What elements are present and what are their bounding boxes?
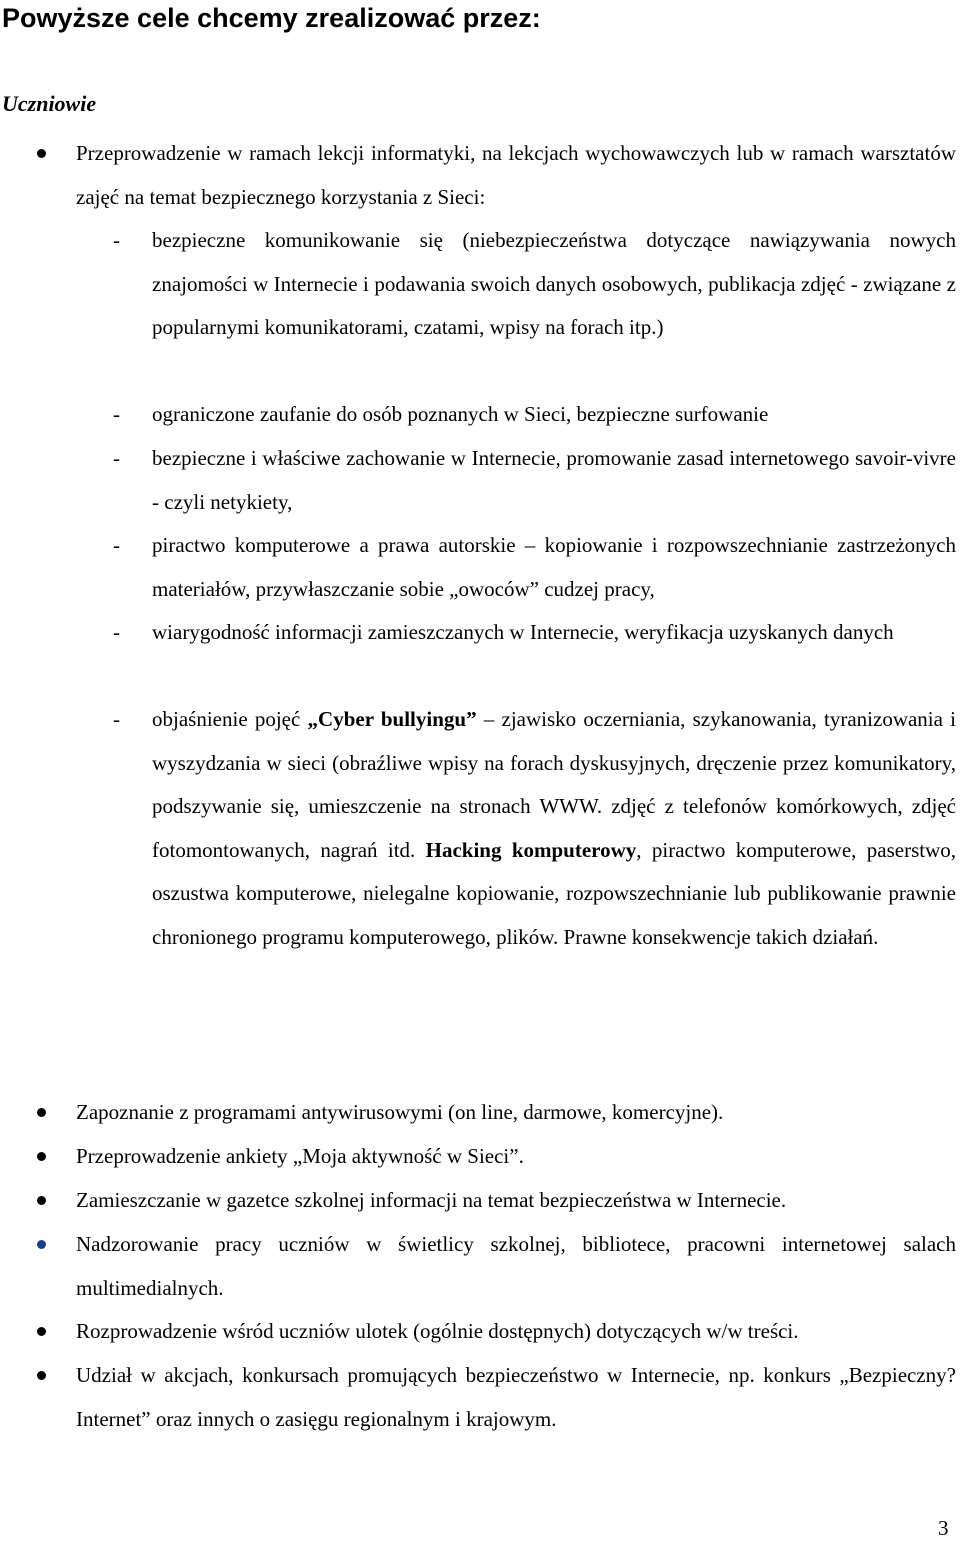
page-heading: Powyższe cele chcemy zrealizować przez:	[2, 3, 541, 33]
list-item-7: Udział w akcjach, konkursach promujących bezpieczeństwo w Internecie, np. konkurs „Bezpieczny?Internet” oraz innych o zasięgu regionalnym i krajowym.	[76, 1363, 956, 1431]
subitem-1: bezpieczne komunikowanie się (niebezpieczeństwa dotyczące nawiązywania nowych znajomości w Internecie i podawania swoich danych osobowych, publikacja zdjęć - związane z popularnymi komunikatorami, czatami, wpisy na forach itp.)	[152, 228, 956, 340]
dash-marker: -	[113, 228, 120, 252]
subitem-6-text-c: – zjawisko oczerniania, szykanowania, tyranizowania i wyszydzania w sieci (obraźliwe wpisy na forach dyskusyjnych, dręczenie przez komunikatory, podszywanie się, umieszczenie na stronach WWW. zdjęć z telefonów komórkowych, zdjęć fotomontowanych, nagrań itd.	[152, 707, 957, 862]
list-item-6: Rozprowadzenie wśród uczniów ulotek (ogólnie dostępnych) dotyczących w/w treści.	[76, 1319, 799, 1343]
section-title: Uczniowie	[2, 91, 97, 116]
subitem-2: ograniczone zaufanie do osób poznanych w Sieci, bezpieczne surfowanie	[152, 402, 769, 426]
subitem-6	[152, 698, 956, 960]
list-item-1: Przeprowadzenie w ramach lekcji informatyki, na lekcjach wychowawczych lub w ramach warsztatów zajęć na temat bezpiecznego korzystania z Sieci:	[76, 141, 956, 209]
bullet-icon	[37, 1327, 46, 1336]
dash-marker: -	[113, 402, 120, 426]
subitem-3: bezpieczne i właściwe zachowanie w Internecie, promowanie zasad internetowego savoir-vivre - czyli netykiety,	[152, 446, 956, 514]
bullet-icon	[37, 1108, 46, 1117]
bullet-icon	[37, 1152, 46, 1161]
bullet-icon	[37, 149, 46, 158]
page-number: 3	[938, 1516, 949, 1540]
subitem-4: piractwo komputerowe a prawa autorskie – kopiowanie i rozpowszechnianie zastrzeżonych materiałów, przywłaszczanie sobie „owoców” cudzej pracy,	[152, 533, 956, 601]
bullet-icon	[37, 1371, 46, 1380]
dash-marker: -	[113, 533, 120, 557]
subitem-5: wiarygodność informacji zamieszczanych w Internecie, weryfikacja uzyskanych danych	[152, 620, 894, 644]
list-item-3: Przeprowadzenie ankiety „Moja aktywność w Sieci”.	[76, 1144, 524, 1168]
subitem-6-text-a: objaśnienie pojęć	[152, 707, 308, 731]
dash-marker: -	[113, 620, 120, 644]
bullet-icon	[37, 1196, 46, 1205]
list-item-5: Nadzorowanie pracy uczniów w świetlicy szkolnej, bibliotece, pracowni internetowej salach multimedialnych.	[76, 1232, 956, 1300]
list-item-2: Zapoznanie z programami antywirusowymi (on line, darmowe, komercyjne).	[76, 1100, 724, 1124]
subitem-6-text-e: , piractwo komputerowe, paserstwo, oszustwa komputerowe, nielegalne kopiowanie, rozpowszechnianie lub publikowanie prawnie chronionego programu komputerowego, plików. Prawne konsekwencje takich działań.	[152, 837, 956, 949]
hacking-term: Hacking komputerowy	[425, 837, 637, 862]
cyber-bullying-term: „Cyber bullyingu”	[307, 707, 477, 731]
bullet-icon	[37, 1240, 46, 1249]
list-item-4: Zamieszczanie w gazetce szkolnej informacji na temat bezpieczeństwa w Internecie.	[76, 1188, 787, 1212]
dash-marker: -	[113, 446, 120, 470]
dash-marker: -	[113, 707, 120, 731]
